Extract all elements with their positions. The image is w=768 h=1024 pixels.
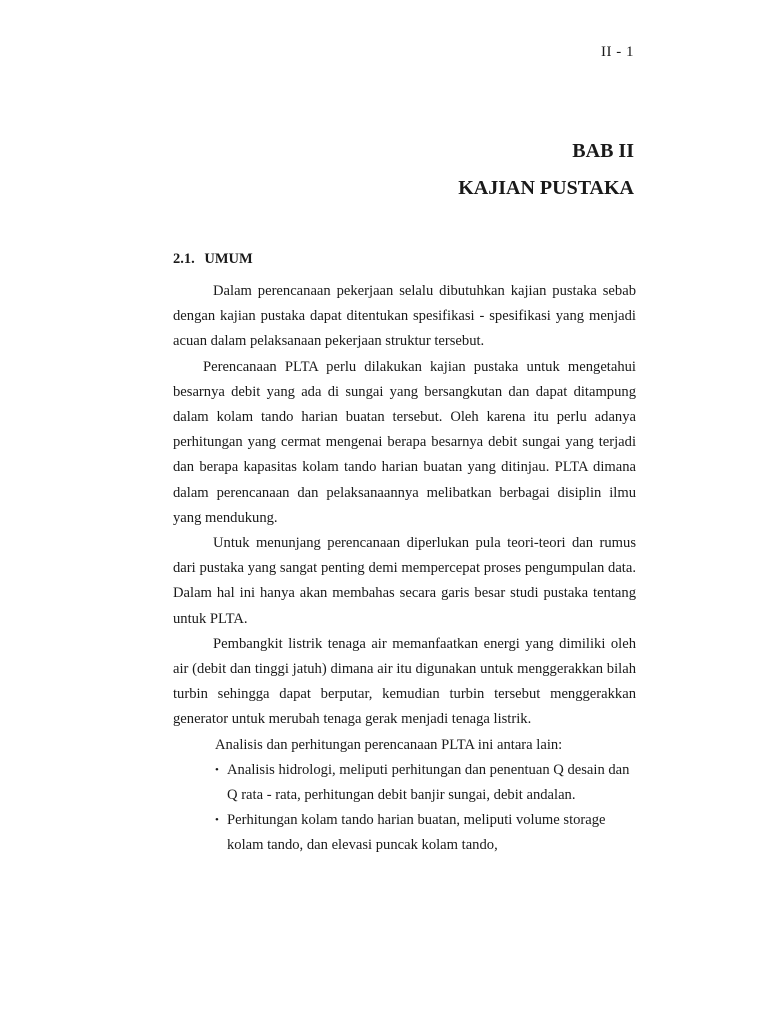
list-item-text: Perhitungan kolam tando harian buatan, meliputi volume storage kolam tando, dan elevasi puncak kolam tando, bbox=[227, 812, 606, 854]
section-heading bbox=[173, 251, 253, 268]
paragraph-1: Dalam perencanaan pekerjaan selalu dibutuhkan kajian pustaka sebab dengan kajian pustaka dapat ditentukan spesifikasi - spesifikasi yang menjadi acuan dalam pelaksanaan pekerjaan struktur tersebut. bbox=[173, 283, 636, 350]
page-number: II - 1 bbox=[601, 44, 634, 60]
list-item bbox=[173, 758, 636, 808]
section-title: UMUM bbox=[204, 251, 253, 267]
chapter-title: KAJIAN PUSTAKA bbox=[458, 177, 634, 199]
body-text bbox=[173, 279, 636, 859]
section-number: 2.1. bbox=[173, 251, 195, 267]
list-item-text: Analisis hidrologi, meliputi perhitungan dan penentuan Q desain dan Q rata - rata, perhitungan debit banjir sungai, debit andalan. bbox=[227, 761, 630, 804]
list-item bbox=[173, 808, 636, 858]
paragraph-4: Pembangkit listrik tenaga air memanfaatkan energi yang dimiliki oleh air (debit dan tinggi jatuh) dimana air itu digunakan untuk menggerakkan bilah turbin sehingga dapat berputar, kemudian turbin tersebut menggerakkan generator untuk merubah tenaga gerak menjadi tenaga listrik. bbox=[173, 635, 636, 728]
paragraph-2: Perencanaan PLTA perlu dilakukan kajian pustaka untuk mengetahui besarnya debit yang ada di sungai yang bersangkutan dan dapat ditampung dalam kolam tando harian buatan tersebut. Oleh karena itu perlu adanya perhitungan yang cermat mengenai berapa besarnya debit sungai yang terjadi dan berapa kapasitas kolam tando harian buatan yang ditinjau. PLTA dimana dalam perencanaan dan pelaksanaannya melibatkan berbagai disiplin ilmu yang mendukung. bbox=[173, 358, 636, 526]
chapter-number: BAB II bbox=[572, 140, 634, 162]
paragraph-3: Untuk menunjang perencanaan diperlukan pula teori-teori dan rumus dari pustaka yang sangat penting demi mempercepat proses pengumpulan data. Dalam hal ini hanya akan membahas secara garis besar studi pustaka tentang untuk PLTA. bbox=[173, 535, 636, 627]
bullet-icon: • bbox=[215, 763, 219, 776]
paragraph-5: Analisis dan perhitungan perencanaan PLTA ini antara lain: bbox=[215, 736, 563, 753]
bullet-icon: • bbox=[215, 814, 219, 827]
